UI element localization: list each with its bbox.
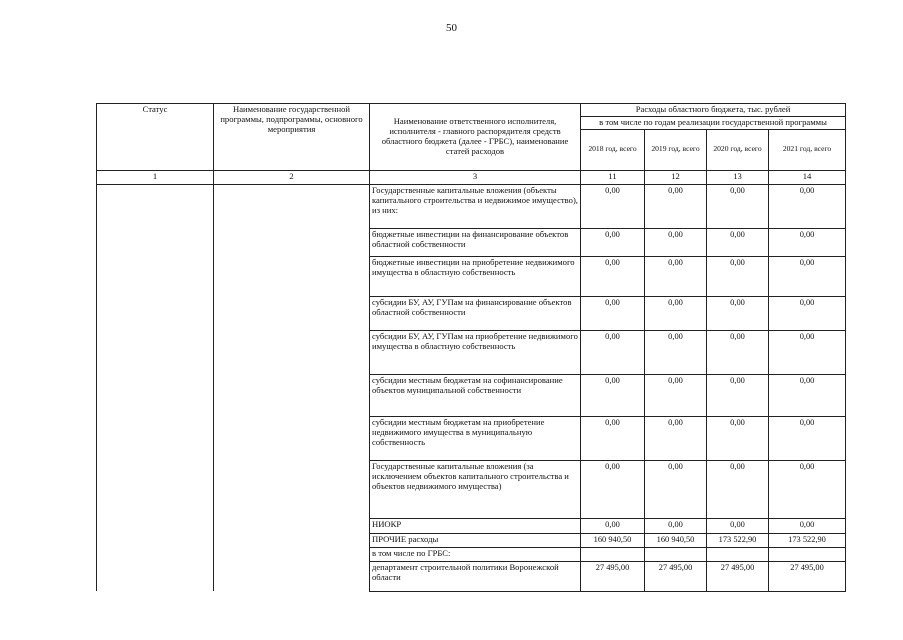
row-value: 0,00 [581, 256, 645, 296]
row-value: 0,00 [769, 374, 846, 416]
row-label: бюджетные инвестиции на финансирование объектов областной собственности [370, 228, 581, 256]
row-value: 0,00 [707, 374, 769, 416]
row-value: 0,00 [769, 228, 846, 256]
row-value: 173 522,90 [769, 533, 846, 547]
row-value: 0,00 [581, 518, 645, 533]
header-year: 2020 год, всего [707, 129, 769, 170]
row-value: 0,00 [707, 460, 769, 518]
row-value: 0,00 [707, 296, 769, 330]
row-value: 0,00 [769, 184, 846, 228]
row-value: 0,00 [707, 518, 769, 533]
row-value: 0,00 [581, 460, 645, 518]
row-label: Государственные капитальные вложения (за исключением объектов капитального строительства и объектов недвижимого имущества) [370, 460, 581, 518]
header-by-years: в том числе по годам реализации государственной программы [581, 116, 846, 129]
row-value: 160 940,50 [581, 533, 645, 547]
header-expenses: Расходы областного бюджета, тыс. рублей [581, 104, 846, 117]
page-number: 50 [446, 22, 457, 34]
row-value [769, 547, 846, 561]
row-value: 0,00 [645, 296, 707, 330]
header-year: 2019 год, всего [645, 129, 707, 170]
program-name-cell [214, 184, 370, 591]
status-cell [97, 184, 214, 591]
row-value: 0,00 [707, 228, 769, 256]
row-value: 0,00 [581, 296, 645, 330]
row-value: 0,00 [581, 374, 645, 416]
row-value: 0,00 [769, 518, 846, 533]
row-value: 0,00 [707, 256, 769, 296]
row-value: 0,00 [645, 184, 707, 228]
row-value: 0,00 [645, 256, 707, 296]
header-program-name: Наименование государственной программы, подпрограммы, основного мероприятия [214, 104, 370, 171]
row-value: 0,00 [769, 256, 846, 296]
row-value: 0,00 [645, 228, 707, 256]
row-value: 0,00 [581, 184, 645, 228]
row-value: 0,00 [645, 330, 707, 374]
column-number: 1 [97, 170, 214, 184]
row-value: 0,00 [769, 416, 846, 460]
row-value [645, 547, 707, 561]
column-number: 3 [370, 170, 581, 184]
row-value: 27 495,00 [707, 561, 769, 591]
row-value: 0,00 [707, 184, 769, 228]
row-value: 0,00 [581, 330, 645, 374]
header-year: 2021 год, всего [769, 129, 846, 170]
row-value: 160 940,50 [645, 533, 707, 547]
row-value: 173 522,90 [707, 533, 769, 547]
row-label: субсидии местным бюджетам на софинансирование объектов муниципальной собственности [370, 374, 581, 416]
row-label: субсидии БУ, АУ, ГУПам на приобретение недвижимого имущества в областную собственность [370, 330, 581, 374]
column-number: 12 [645, 170, 707, 184]
row-value: 27 495,00 [581, 561, 645, 591]
row-value [581, 547, 645, 561]
row-value: 0,00 [581, 228, 645, 256]
row-value: 0,00 [645, 460, 707, 518]
header-year: 2018 год, всего [581, 129, 645, 170]
header-responsible: Наименование ответственного исполнителя, исполнителя - главного распорядителя средств областного бюджета (далее - ГРБС), наименование статей расходов [370, 104, 581, 171]
row-label: бюджетные инвестиции на приобретение недвижимого имущества в областную собственность [370, 256, 581, 296]
column-number: 2 [214, 170, 370, 184]
column-number: 14 [769, 170, 846, 184]
row-label: НИОКР [370, 518, 581, 533]
row-label: субсидии БУ, АУ, ГУПам на финансирование объектов областной собственности [370, 296, 581, 330]
row-value: 27 495,00 [769, 561, 846, 591]
row-label: субсидии местным бюджетам на приобретение недвижимого имущества в муниципальную собственность [370, 416, 581, 460]
column-number: 11 [581, 170, 645, 184]
row-value: 27 495,00 [645, 561, 707, 591]
row-label: Государственные капитальные вложения (объекты капитального строительства и недвижимое имущество), из них: [370, 184, 581, 228]
row-value: 0,00 [707, 416, 769, 460]
row-value: 0,00 [645, 374, 707, 416]
row-value: 0,00 [769, 296, 846, 330]
row-label: департамент строительной политики Воронежской области [370, 561, 581, 591]
row-value: 0,00 [707, 330, 769, 374]
row-value: 0,00 [769, 460, 846, 518]
column-number: 13 [707, 170, 769, 184]
row-value: 0,00 [645, 416, 707, 460]
row-value: 0,00 [581, 416, 645, 460]
table-row [97, 184, 846, 228]
row-value: 0,00 [769, 330, 846, 374]
header-status: Статус [97, 104, 214, 171]
budget-table [96, 103, 846, 592]
row-label: в том числе по ГРБС: [370, 547, 581, 561]
row-label: ПРОЧИЕ расходы [370, 533, 581, 547]
row-value: 0,00 [645, 518, 707, 533]
row-value [707, 547, 769, 561]
